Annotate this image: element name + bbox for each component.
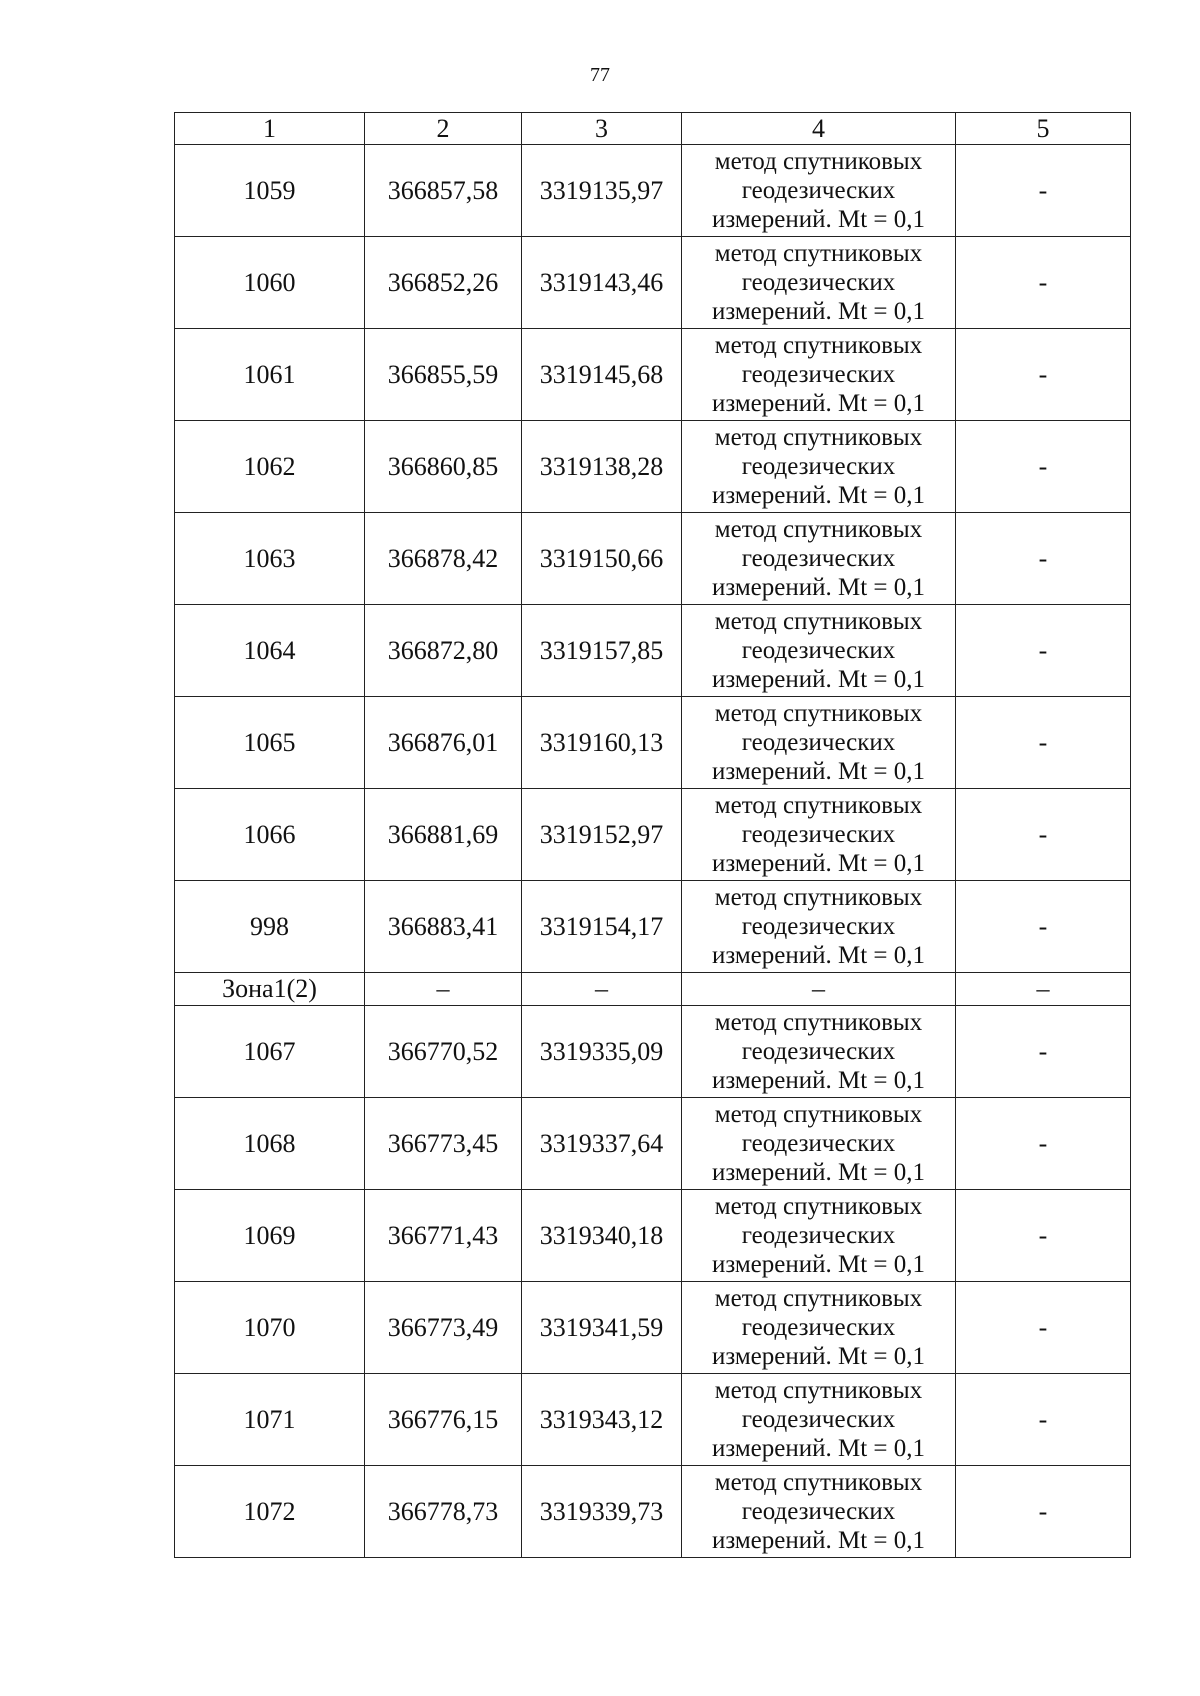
table-row — [175, 145, 1131, 237]
point-id-cell: 1062 — [175, 421, 365, 513]
coordinates-table — [174, 112, 1131, 1558]
y-coordinate-cell: – — [522, 973, 682, 1006]
point-id-cell: 1060 — [175, 237, 365, 329]
x-coordinate-cell: 366773,49 — [365, 1282, 522, 1374]
y-coordinate-cell: 3319150,66 — [522, 513, 682, 605]
table-body — [175, 113, 1131, 1558]
x-coordinate-cell: 366771,43 — [365, 1190, 522, 1282]
zone-label-cell: Зона1(2) — [175, 973, 365, 1006]
x-coordinate-cell: 366860,85 — [365, 421, 522, 513]
x-coordinate-cell: 366778,73 — [365, 1466, 522, 1558]
y-coordinate-cell: 3319143,46 — [522, 237, 682, 329]
point-id-cell: 1069 — [175, 1190, 365, 1282]
zone-row — [175, 973, 1131, 1006]
note-cell: - — [956, 1006, 1131, 1098]
y-coordinate-cell: 3319340,18 — [522, 1190, 682, 1282]
x-coordinate-cell: 366878,42 — [365, 513, 522, 605]
header-cell: 3 — [522, 113, 682, 145]
header-cell: 4 — [682, 113, 956, 145]
point-id-cell: 1065 — [175, 697, 365, 789]
method-cell: метод спутниковых геодезических измерений. Mt = 0,1 — [682, 1098, 956, 1190]
method-cell: метод спутниковых геодезических измерений. Mt = 0,1 — [682, 605, 956, 697]
point-id-cell: 1061 — [175, 329, 365, 421]
point-id-cell: 1063 — [175, 513, 365, 605]
table-row — [175, 881, 1131, 973]
table-row — [175, 1098, 1131, 1190]
method-cell: метод спутниковых геодезических измерений. Mt = 0,1 — [682, 1006, 956, 1098]
method-cell: метод спутниковых геодезических измерений. Mt = 0,1 — [682, 1374, 956, 1466]
x-coordinate-cell: 366855,59 — [365, 329, 522, 421]
header-cell: 5 — [956, 113, 1131, 145]
point-id-cell: 1072 — [175, 1466, 365, 1558]
x-coordinate-cell: 366773,45 — [365, 1098, 522, 1190]
header-cell: 2 — [365, 113, 522, 145]
note-cell: - — [956, 789, 1131, 881]
method-cell: метод спутниковых геодезических измерений. Mt = 0,1 — [682, 513, 956, 605]
x-coordinate-cell: 366881,69 — [365, 789, 522, 881]
note-cell: - — [956, 513, 1131, 605]
note-cell: - — [956, 1190, 1131, 1282]
x-coordinate-cell: 366872,80 — [365, 605, 522, 697]
x-coordinate-cell: 366883,41 — [365, 881, 522, 973]
y-coordinate-cell: 3319337,64 — [522, 1098, 682, 1190]
note-cell: - — [956, 1098, 1131, 1190]
note-cell: - — [956, 697, 1131, 789]
table-row — [175, 789, 1131, 881]
y-coordinate-cell: 3319339,73 — [522, 1466, 682, 1558]
point-id-cell: 1071 — [175, 1374, 365, 1466]
table-row — [175, 1006, 1131, 1098]
y-coordinate-cell: 3319343,12 — [522, 1374, 682, 1466]
note-cell: – — [956, 973, 1131, 1006]
x-coordinate-cell: 366852,26 — [365, 237, 522, 329]
note-cell: - — [956, 1282, 1131, 1374]
table-row — [175, 1190, 1131, 1282]
y-coordinate-cell: 3319335,09 — [522, 1006, 682, 1098]
table-row — [175, 513, 1131, 605]
note-cell: - — [956, 145, 1131, 237]
point-id-cell: 1070 — [175, 1282, 365, 1374]
method-cell: – — [682, 973, 956, 1006]
y-coordinate-cell: 3319145,68 — [522, 329, 682, 421]
method-cell: метод спутниковых геодезических измерений. Mt = 0,1 — [682, 1282, 956, 1374]
x-coordinate-cell: – — [365, 973, 522, 1006]
method-cell: метод спутниковых геодезических измерений. Mt = 0,1 — [682, 1466, 956, 1558]
note-cell: - — [956, 329, 1131, 421]
x-coordinate-cell: 366776,15 — [365, 1374, 522, 1466]
note-cell: - — [956, 881, 1131, 973]
note-cell: - — [956, 1466, 1131, 1558]
method-cell: метод спутниковых геодезических измерений. Mt = 0,1 — [682, 145, 956, 237]
table-row — [175, 1374, 1131, 1466]
table-row — [175, 605, 1131, 697]
point-id-cell: 1059 — [175, 145, 365, 237]
table-row — [175, 237, 1131, 329]
method-cell: метод спутниковых геодезических измерений. Mt = 0,1 — [682, 1190, 956, 1282]
point-id-cell: 1064 — [175, 605, 365, 697]
y-coordinate-cell: 3319135,97 — [522, 145, 682, 237]
y-coordinate-cell: 3319154,17 — [522, 881, 682, 973]
x-coordinate-cell: 366857,58 — [365, 145, 522, 237]
y-coordinate-cell: 3319152,97 — [522, 789, 682, 881]
note-cell: - — [956, 1374, 1131, 1466]
point-id-cell: 998 — [175, 881, 365, 973]
method-cell: метод спутниковых геодезических измерений. Mt = 0,1 — [682, 789, 956, 881]
note-cell: - — [956, 421, 1131, 513]
table-row — [175, 1282, 1131, 1374]
point-id-cell: 1067 — [175, 1006, 365, 1098]
x-coordinate-cell: 366770,52 — [365, 1006, 522, 1098]
method-cell: метод спутниковых геодезических измерений. Mt = 0,1 — [682, 421, 956, 513]
method-cell: метод спутниковых геодезических измерений. Mt = 0,1 — [682, 329, 956, 421]
y-coordinate-cell: 3319138,28 — [522, 421, 682, 513]
note-cell: - — [956, 605, 1131, 697]
x-coordinate-cell: 366876,01 — [365, 697, 522, 789]
method-cell: метод спутниковых геодезических измерений. Mt = 0,1 — [682, 237, 956, 329]
table-row — [175, 1466, 1131, 1558]
method-cell: метод спутниковых геодезических измерений. Mt = 0,1 — [682, 697, 956, 789]
header-cell: 1 — [175, 113, 365, 145]
y-coordinate-cell: 3319157,85 — [522, 605, 682, 697]
point-id-cell: 1066 — [175, 789, 365, 881]
point-id-cell: 1068 — [175, 1098, 365, 1190]
note-cell: - — [956, 237, 1131, 329]
y-coordinate-cell: 3319160,13 — [522, 697, 682, 789]
method-cell: метод спутниковых геодезических измерений. Mt = 0,1 — [682, 881, 956, 973]
header-row — [175, 113, 1131, 145]
table-row — [175, 421, 1131, 513]
table-row — [175, 697, 1131, 789]
table-row — [175, 329, 1131, 421]
y-coordinate-cell: 3319341,59 — [522, 1282, 682, 1374]
page-number: 77 — [590, 64, 610, 86]
